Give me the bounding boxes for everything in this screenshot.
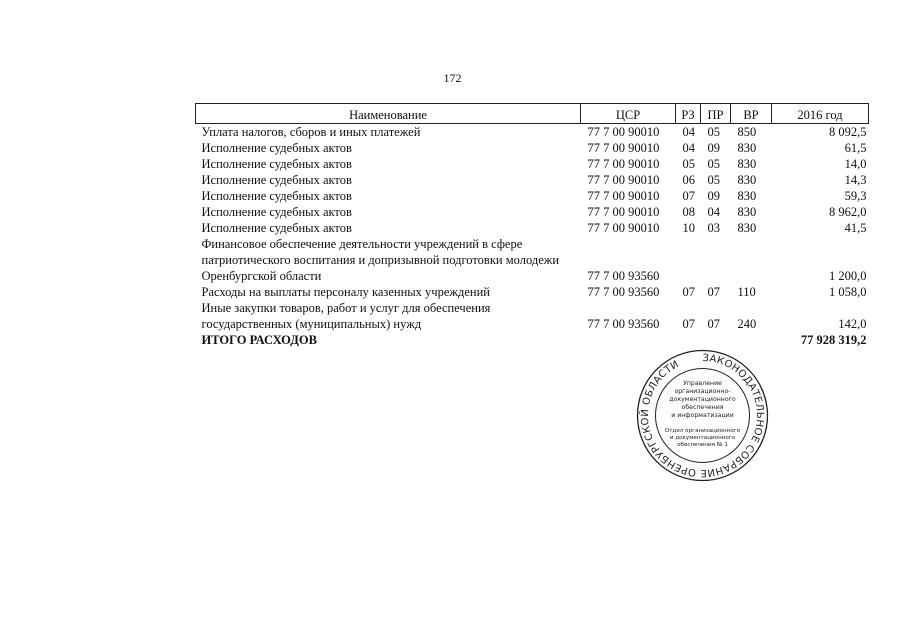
- row-pr: 04: [707, 205, 720, 219]
- table-row: [196, 140, 869, 156]
- row-pr: 07: [707, 317, 720, 331]
- row-rz: 07: [682, 285, 695, 299]
- stamp-line: и информатизации: [671, 412, 734, 419]
- row-csr: 77 7 00 90010: [587, 205, 660, 219]
- stamp-line: Управление: [683, 380, 722, 387]
- row-csr: 77 7 00 90010: [587, 173, 660, 187]
- stamp-line: и документационного: [669, 435, 736, 441]
- header-pr: ПР: [701, 104, 731, 124]
- row-csr: 77 7 00 93560: [587, 285, 660, 299]
- row-csr: 77 7 00 90010: [587, 141, 660, 155]
- row-csr: 77 7 00 93560: [587, 317, 660, 331]
- row-rz: 04: [682, 141, 695, 155]
- row-amount: 41,5: [844, 221, 867, 235]
- row-name: Исполнение судебных актов: [201, 157, 352, 171]
- row-csr: 77 7 00 90010: [587, 221, 660, 235]
- row-rz: [676, 236, 701, 284]
- stamp-line: Отдел организационного: [664, 428, 741, 434]
- budget-table: [195, 103, 869, 348]
- total-row: [196, 332, 869, 348]
- total-label: ИТОГО РАСХОДОВ: [201, 333, 317, 347]
- row-vr: 110: [737, 285, 756, 299]
- row-amount: 61,5: [844, 141, 867, 155]
- row-rz: 07: [682, 317, 695, 331]
- row-csr: 77 7 00 90010: [587, 189, 660, 203]
- row-csr: 77 7 00 90010: [587, 125, 660, 139]
- row-vr: 830: [737, 205, 757, 219]
- header-name: Наименование: [196, 104, 581, 124]
- row-name: Исполнение судебных актов: [201, 141, 352, 155]
- official-stamp: [635, 348, 770, 483]
- header-vr: ВР: [731, 104, 772, 124]
- row-vr: 830: [737, 141, 757, 155]
- stamp-line: обеспечения № 1: [677, 442, 728, 448]
- row-name: Уплата налогов, сборов и иных платежей: [201, 125, 421, 139]
- table-row: [196, 220, 869, 236]
- row-amount: 8 962,0: [829, 205, 867, 219]
- row-pr: 09: [707, 189, 720, 203]
- row-pr: 05: [707, 157, 720, 171]
- row-amount: 142,0: [838, 317, 867, 331]
- row-vr: 830: [737, 173, 757, 187]
- row-amount: 14,0: [844, 157, 867, 171]
- stamp-ring-textpath: ЗАКОНОДАТЕЛЬНОЕ СОБРАНИЕ ОРЕНБУРГСКОЙ ОБЛАСТИ: [639, 352, 766, 479]
- table-header-row: [196, 104, 869, 124]
- row-vr: 850: [737, 125, 757, 139]
- row-pr: 09: [707, 141, 720, 155]
- row-rz: 06: [682, 173, 695, 187]
- stamp-line: организационно-: [674, 388, 731, 395]
- row-rz: 10: [682, 221, 695, 235]
- row-pr: 05: [707, 173, 720, 187]
- table-row: [196, 172, 869, 188]
- row-amount: 59,3: [844, 189, 867, 203]
- row-vr: 830: [737, 157, 757, 171]
- header-csr: ЦСР: [581, 104, 676, 124]
- row-rz: 04: [682, 125, 695, 139]
- row-vr: 830: [737, 189, 757, 203]
- table-row: [196, 300, 869, 332]
- row-vr: 240: [737, 317, 757, 331]
- row-amount: 14,3: [844, 173, 867, 187]
- row-name: Исполнение судебных актов: [201, 221, 352, 235]
- row-csr: 77 7 00 93560: [587, 269, 660, 283]
- stamp-line: документационного: [669, 396, 736, 403]
- table-row: [196, 204, 869, 220]
- row-name: Расходы на выплаты персоналу казенных учреждений: [201, 285, 490, 299]
- table-row: [196, 188, 869, 204]
- table-row: [196, 284, 869, 300]
- row-name: Исполнение судебных актов: [201, 189, 352, 203]
- row-amount: 1 058,0: [829, 285, 867, 299]
- row-rz: 05: [682, 157, 695, 171]
- row-name: Исполнение судебных актов: [201, 173, 352, 187]
- row-vr: 830: [737, 221, 757, 235]
- row-vr: [731, 236, 772, 284]
- table-row: [196, 156, 869, 172]
- total-amount: 77 928 319,2: [800, 333, 867, 347]
- row-pr: 03: [707, 221, 720, 235]
- row-amount: 8 092,5: [829, 125, 867, 139]
- row-name: Исполнение судебных актов: [201, 205, 352, 219]
- table-row: [196, 124, 869, 141]
- row-pr: [701, 236, 731, 284]
- row-amount: 1 200,0: [829, 269, 867, 283]
- table-row: [196, 236, 869, 284]
- row-name: Иные закупки товаров, работ и услуг для обеспечения государственных (муниципальных) нужд: [201, 301, 491, 331]
- row-rz: 08: [682, 205, 695, 219]
- header-year: 2016 год: [772, 104, 869, 124]
- row-rz: 07: [682, 189, 695, 203]
- row-name: Финансовое обеспечение деятельности учреждений в сфере патриотического воспитания и допризывной подготовки молодежи Оренбургской области: [201, 237, 560, 283]
- page-number: 172: [443, 71, 462, 85]
- header-rz: РЗ: [676, 104, 701, 124]
- stamp-line: обеспечения: [681, 404, 724, 411]
- row-pr: 05: [707, 125, 720, 139]
- row-pr: 07: [707, 285, 720, 299]
- row-csr: 77 7 00 90010: [587, 157, 660, 171]
